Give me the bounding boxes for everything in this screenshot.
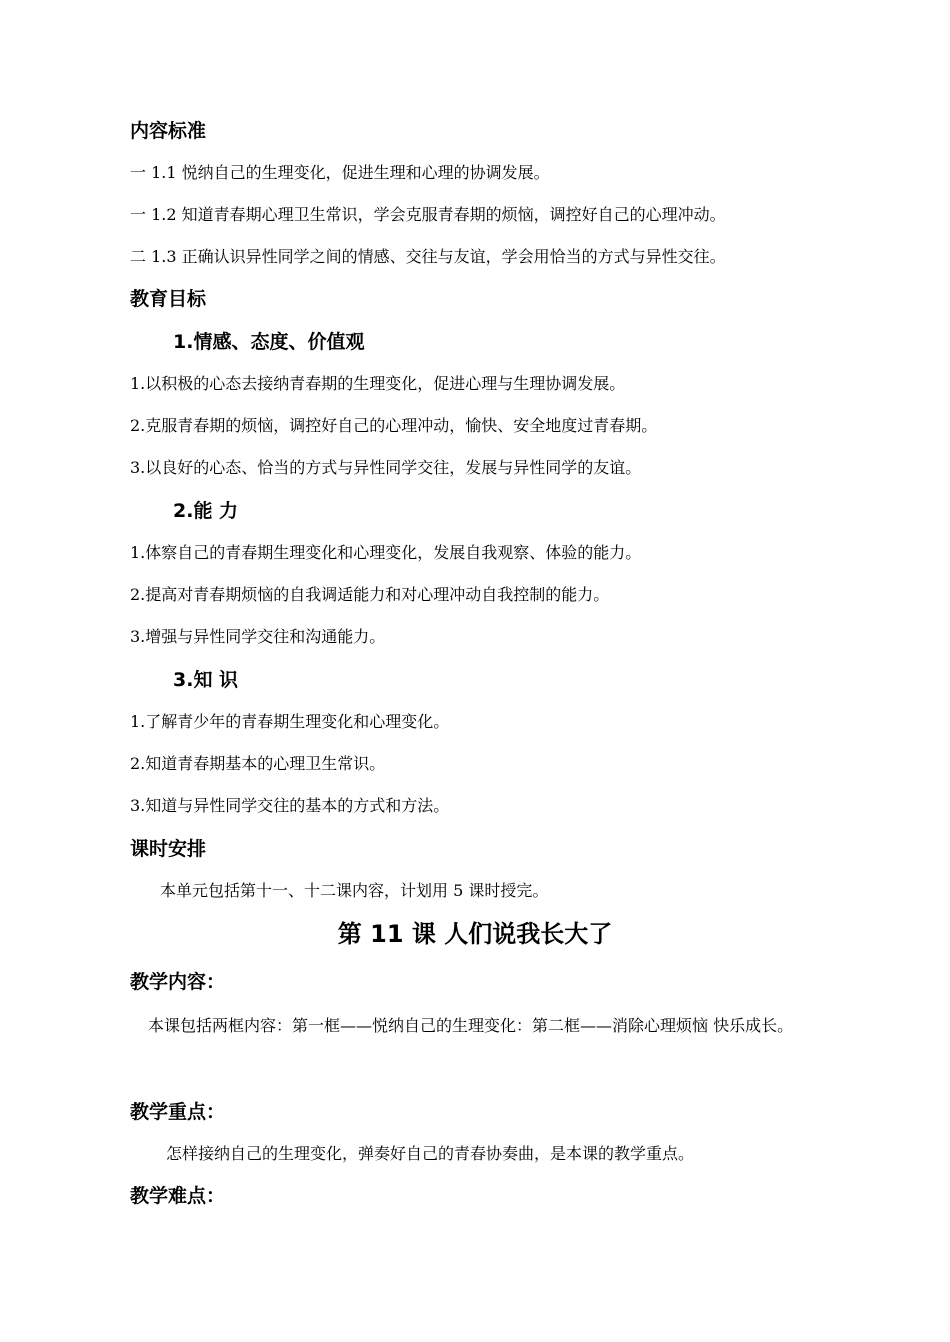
standards-heading: 内容标准 — [130, 120, 207, 142]
goal-section-heading: 3.知 识 — [173, 669, 239, 691]
difficulty-heading: 教学难点： — [130, 1185, 226, 1207]
goal-section-heading: 1.情感、态度、价值观 — [173, 331, 365, 353]
goals-heading: 教育目标 — [130, 288, 207, 310]
standard-item: 一 1.1 悦纳自己的生理变化，促进生理和心理的协调发展。 — [130, 163, 550, 182]
goal-item: 2.克服青春期的烦恼，调控好自己的心理冲动，愉快、安全地度过青春期。 — [130, 416, 658, 435]
goal-item: 2.提高对青春期烦恼的自我调适能力和对心理冲动自我控制的能力。 — [130, 585, 610, 604]
standard-item: 二 1.3 正确认识异性同学之间的情感、交往与友谊，学会用恰当的方式与异性交往。 — [130, 247, 726, 266]
content-heading: 教学内容： — [130, 971, 226, 993]
schedule-text: 本单元包括第十一、十二课内容，计划用 5 课时授完。 — [160, 881, 549, 900]
goal-section-heading: 2.能 力 — [173, 500, 239, 522]
goal-item: 1.体察自己的青春期生理变化和心理变化，发展自我观察、体验的能力。 — [130, 543, 642, 562]
key-text: 怎样接纳自己的生理变化，弹奏好自己的青春协奏曲，是本课的教学重点。 — [166, 1144, 695, 1163]
goal-item: 3.知道与异性同学交往的基本的方式和方法。 — [130, 796, 450, 815]
content-text: 本课包括两框内容：第一框——悦纳自己的生理变化：第二框——消除心理烦恼 快乐成长。 — [148, 1016, 794, 1035]
standard-item: 一 1.2 知道青春期心理卫生常识，学会克服青春期的烦恼，调控好自己的心理冲动。 — [130, 205, 726, 224]
goal-item: 1.了解青少年的青春期生理变化和心理变化。 — [130, 712, 450, 731]
key-heading: 教学重点： — [130, 1101, 226, 1123]
schedule-heading: 课时安排 — [130, 838, 207, 860]
goal-item: 3.以良好的心态、恰当的方式与异性同学交往，发展与异性同学的友谊。 — [130, 458, 642, 477]
goal-item: 3.增强与异性同学交往和沟通能力。 — [130, 627, 386, 646]
goal-item: 1.以积极的心态去接纳青春期的生理变化，促进心理与生理协调发展。 — [130, 374, 626, 393]
lesson-title: 第 11 课 人们说我长大了 — [337, 920, 613, 948]
goal-item: 2.知道青春期基本的心理卫生常识。 — [130, 754, 386, 773]
